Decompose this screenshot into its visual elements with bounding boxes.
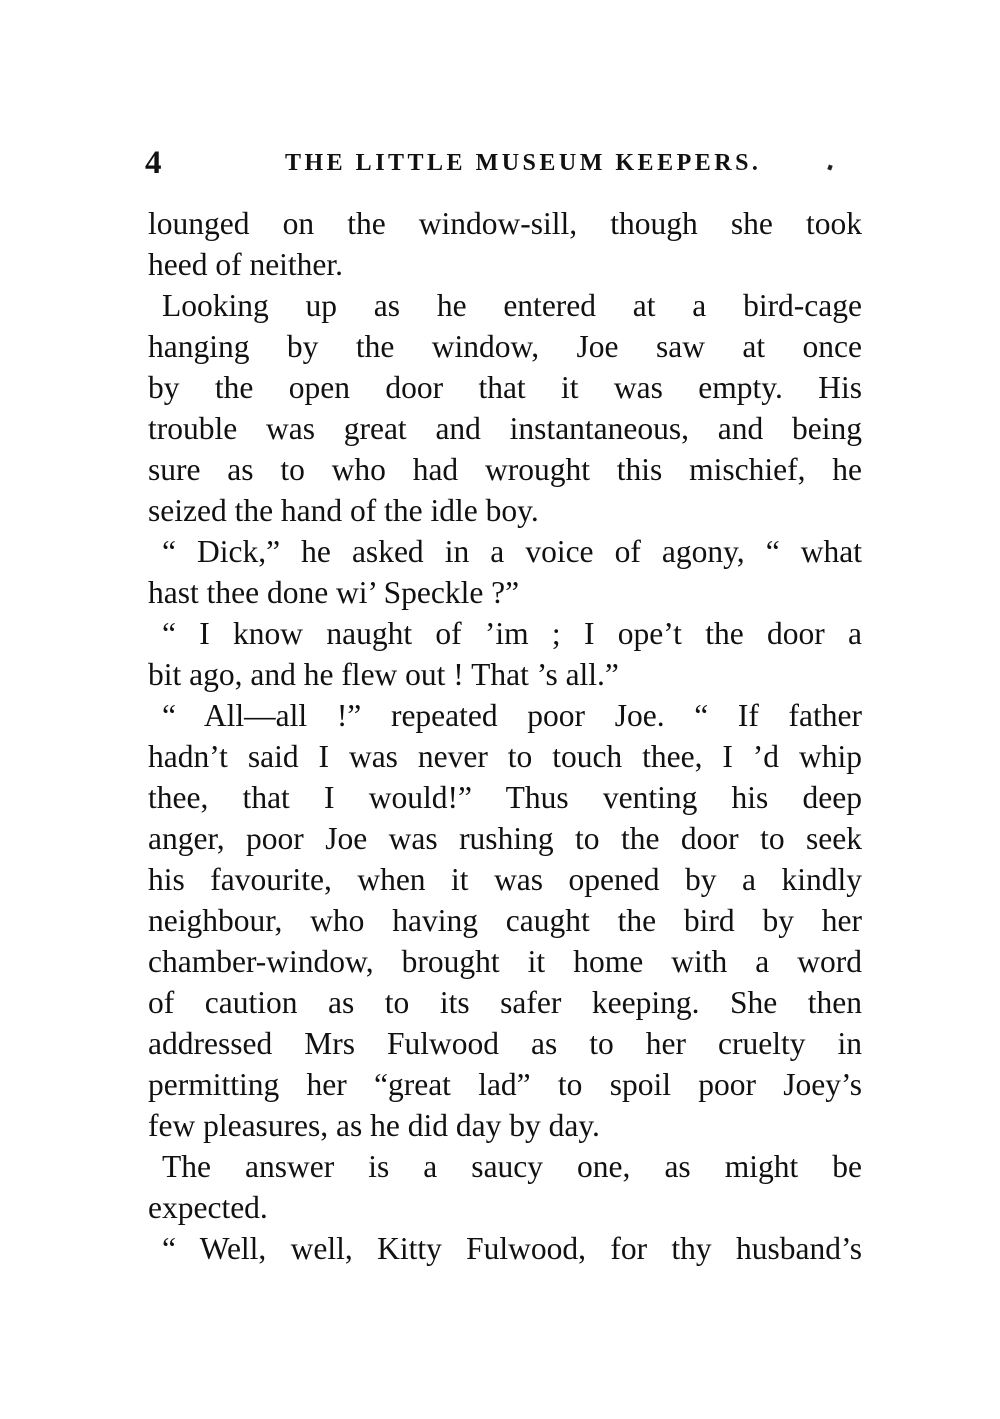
text-line: “ I know naught of ’im ; I ope’t the door a: [162, 616, 862, 651]
text-line: addressed Mrs Fulwood as to her cruelty in: [148, 1026, 862, 1061]
text-line: chamber-window, brought it home with a word: [148, 944, 862, 979]
text-line: anger, poor Joe was rushing to the door to seek: [148, 821, 862, 856]
page-number: 4: [145, 145, 162, 181]
running-title: THE LITTLE MUSEUM KEEPERS.: [285, 150, 762, 176]
text-line: hadn’t said I was never to touch thee, I ’d whip: [148, 739, 862, 774]
text-line: permitting her “great lad” to spoil poor Joey’s: [148, 1067, 862, 1102]
text-line: sure as to who had wrought this mischief, he: [148, 452, 862, 487]
text-line: by the open door that it was empty. His: [148, 370, 862, 405]
text-line: of caution as to its safer keeping. She then: [148, 985, 862, 1020]
text-line: bit ago, and he flew out ! That ’s all.”: [148, 657, 619, 692]
text-line: “ All—all !” repeated poor Joe. “ If father: [162, 698, 862, 733]
text-line: neighbour, who having caught the bird by her: [148, 903, 862, 938]
text-line: The answer is a saucy one, as might be: [162, 1149, 862, 1184]
printer-mark: [827, 164, 832, 170]
text-line: heed of neither.: [148, 247, 344, 282]
text-line: “ Well, well, Kitty Fulwood, for thy husband’s: [162, 1231, 862, 1266]
text-line: lounged on the window-sill, though she took: [148, 206, 862, 241]
body-text: [148, 203, 862, 1269]
text-line: thee, that I would!” Thus venting his deep: [148, 780, 862, 815]
text-line: “ Dick,” he asked in a voice of agony, “ what: [162, 534, 862, 569]
text-line: Looking up as he entered at a bird-cage: [162, 288, 862, 323]
text-line: few pleasures, as he did day by day.: [148, 1108, 600, 1143]
page-header: [145, 143, 865, 183]
text-line: expected.: [148, 1190, 268, 1225]
text-line: hanging by the window, Joe saw at once: [148, 329, 862, 364]
text-line: hast thee done wi’ Speckle ?”: [148, 575, 520, 610]
text-line: seized the hand of the idle boy.: [148, 493, 539, 528]
text-line: trouble was great and instantaneous, and being: [148, 411, 862, 446]
text-line: his favourite, when it was opened by a kindly: [148, 862, 862, 897]
